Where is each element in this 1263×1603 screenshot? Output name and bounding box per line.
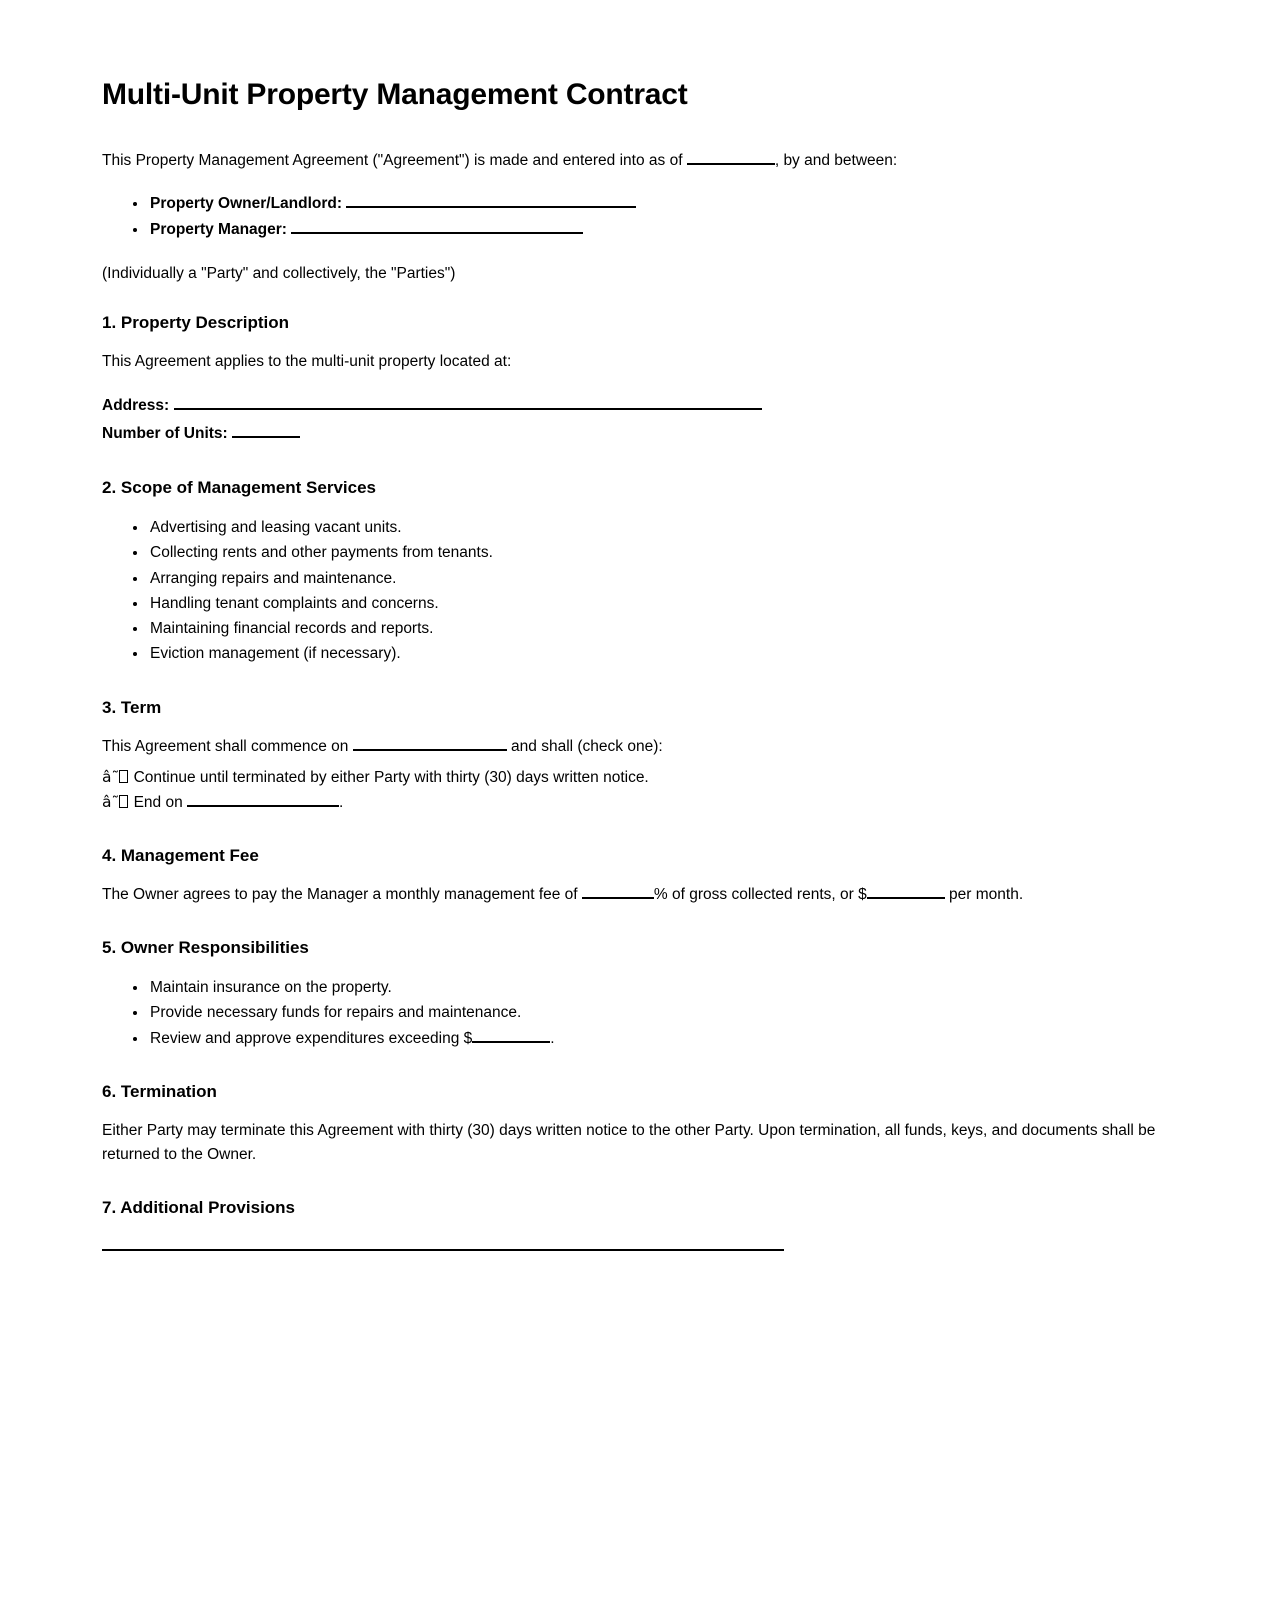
property-description-intro: This Agreement applies to the multi-unit property located at:: [102, 352, 512, 370]
term-option-end[interactable]: [102, 790, 1161, 815]
list-item: • Provide necessary funds for repairs and maintenance.: [148, 1000, 1161, 1025]
parties-list: [102, 191, 1161, 244]
list-item: • Maintaining financial records and reports.: [148, 616, 1161, 641]
list-item: • Arranging repairs and maintenance.: [148, 566, 1161, 591]
section-heading-term: 3. Term: [102, 697, 162, 717]
expenditure-period: .: [550, 1029, 555, 1047]
parties-note: (Individually a "Party" and collectively, the "Parties"): [102, 264, 456, 282]
units-field-row: [102, 420, 1161, 448]
address-blank[interactable]: [174, 408, 762, 410]
page-title: Multi-Unit Property Management Contract: [102, 78, 688, 111]
checkbox-glyph-icon: â˜: [102, 767, 120, 786]
list-item: • Collecting rents and other payments from tenants.: [148, 540, 1161, 565]
fee-percent-blank[interactable]: [582, 897, 654, 899]
section-heading-management-fee: 4. Management Fee: [102, 846, 259, 866]
ballot-box-icon: [119, 795, 128, 808]
manager-label: Property Manager:: [150, 221, 287, 239]
ballot-box-icon: [119, 770, 128, 783]
intro-text-before: This Property Management Agreement ("Agreement") is made and entered into as of: [102, 151, 683, 169]
list-item: • Maintain insurance on the property.: [148, 975, 1161, 1000]
list-item: • Handling tenant complaints and concerns.: [148, 591, 1161, 616]
list-item-owner: [148, 191, 1161, 218]
agreement-date-blank[interactable]: [687, 163, 775, 165]
term-text-before: This Agreement shall commence on: [102, 737, 349, 755]
additional-provisions-blank[interactable]: [102, 1249, 784, 1251]
term-option-continue[interactable]: [102, 765, 1161, 790]
owner-name-blank[interactable]: [346, 206, 636, 208]
management-fee-paragraph: [102, 883, 1161, 907]
section-heading-additional-provisions: 7. Additional Provisions: [102, 1198, 296, 1218]
expenditure-label: Review and approve expenditures exceeding $: [150, 1029, 473, 1047]
checkbox-glyph-icon: â˜: [102, 792, 120, 811]
list-item: • Eviction management (if necessary).: [148, 641, 1161, 666]
owner-label: Property Owner/Landlord:: [150, 194, 343, 212]
list-item: [148, 1026, 1161, 1051]
fee-text-before: The Owner agrees to pay the Manager a monthly management fee of: [102, 886, 578, 904]
section-heading-termination: 6. Termination: [102, 1081, 217, 1101]
term-commencement-line: [102, 735, 1161, 759]
fee-text-after: per month.: [949, 886, 1024, 904]
expenditure-amount-blank[interactable]: [472, 1041, 550, 1043]
termination-paragraph: Either Party may terminate this Agreement with thirty (30) days written notice to the other Party. Upon termination, all funds, keys, and documents shall be returned to the Owner.: [102, 1122, 1156, 1164]
fee-amount-blank[interactable]: [867, 897, 945, 899]
intro-text-after: , by and between:: [774, 151, 898, 169]
term-option-end-label: End on: [133, 793, 183, 811]
section-heading-scope: 2. Scope of Management Services: [102, 478, 376, 498]
fee-percent-suffix: % of gross collected rents, or $: [653, 886, 867, 904]
manager-name-blank[interactable]: [291, 232, 583, 234]
owner-responsibilities-list: [102, 975, 1161, 1051]
scope-services-list: [102, 515, 1161, 667]
term-option-continue-label: Continue until terminated by either Party with thirty (30) days written notice.: [133, 768, 649, 786]
term-end-date-blank[interactable]: [187, 805, 339, 807]
section-heading-owner-responsibilities: 5. Owner Responsibilities: [102, 938, 309, 958]
intro-paragraph: [102, 149, 1161, 173]
property-fields: [102, 392, 1161, 447]
commencement-date-blank[interactable]: [353, 749, 507, 751]
number-of-units-blank[interactable]: [232, 436, 300, 438]
term-text-after: and shall (check one):: [511, 737, 663, 755]
list-item: • Advertising and leasing vacant units.: [148, 515, 1161, 540]
address-field-row: [102, 392, 1161, 420]
units-label: Number of Units:: [102, 424, 228, 442]
address-label: Address:: [102, 396, 170, 414]
list-item-manager: [148, 217, 1161, 244]
term-option-end-period: .: [339, 793, 344, 811]
section-heading-property-description: 1. Property Description: [102, 312, 290, 332]
